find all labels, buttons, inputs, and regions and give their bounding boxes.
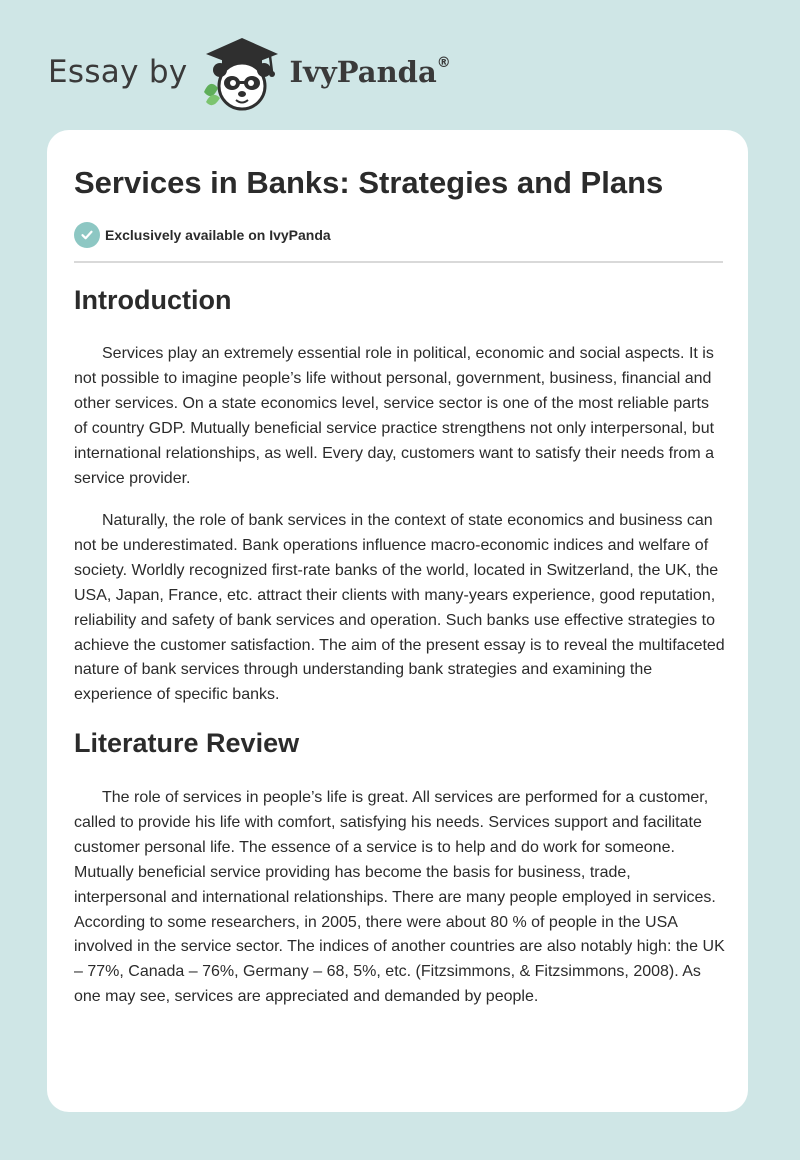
paragraph: The role of services in people’s life is great. All services are performed for a customer, called to provide his life with comfort, satisfying his needs. Services support and facilitate customer personal life. The essence of a service is to help and do work for someone. Mutually beneficial service providing has become the basis for business, trade, interpersonal and international relationships. There are many people employed in services. According to some researchers, in 2005, there were about 80 % of people in the USA involved in the service sector. The indices of another countries are also notably high: the UK – 77%, Canada – 76%, Germany – 68, 5%, etc. (Fitzsimmons, & Fitzsimmons, 2008). As one may see, services are appreciated and demanded by people. <box>74 789 725 1006</box>
paragraph: Services play an extremely essential role in political, economic and social aspects. It is not possible to imagine people’s life without personal, government, business, financial and other services. On a state economics level, service sector is one of the most reliable parts of country GDP. Mutually beneficial service practice strengthens not only interpersonal, but international relationships, as well. Every day, customers want to satisfy their needs from a service provider. <box>74 345 715 487</box>
essay-by-label: Essay by <box>48 54 188 90</box>
brand-name[interactable] <box>290 55 451 89</box>
section-heading-literature-review: Literature Review <box>74 728 300 758</box>
page-title: Services in Banks: Strategies and Plans <box>74 165 664 200</box>
essay-card <box>47 130 748 1112</box>
site-header <box>48 32 451 112</box>
title-divider <box>74 261 723 263</box>
exclusive-label: Exclusively available on IvyPanda <box>105 227 331 243</box>
paragraph: Naturally, the role of bank services in the context of state economics and business can not be underestimated. Bank operations influence macro-economic indices and welfare of society. Worldly recognized first-rate banks of the world, located in Switzerland, the UK, the USA, Japan, France, etc. attract their clients with many-years experience, good reputation, reliability and safety of bank services and operation. Such banks use effective strategies to achieve the customer satisfaction. The aim of the present essay is to reveal the multifaceted nature of bank services through understanding bank strategies and examining the experience of specific banks. <box>74 512 725 704</box>
brand-text[interactable]: IvyPanda <box>289 55 437 89</box>
exclusive-badge <box>74 222 331 248</box>
section-heading-introduction: Introduction <box>74 285 232 315</box>
panda-logo-icon[interactable] <box>198 32 284 112</box>
check-icon <box>74 222 100 248</box>
registered-mark: ® <box>436 55 451 72</box>
